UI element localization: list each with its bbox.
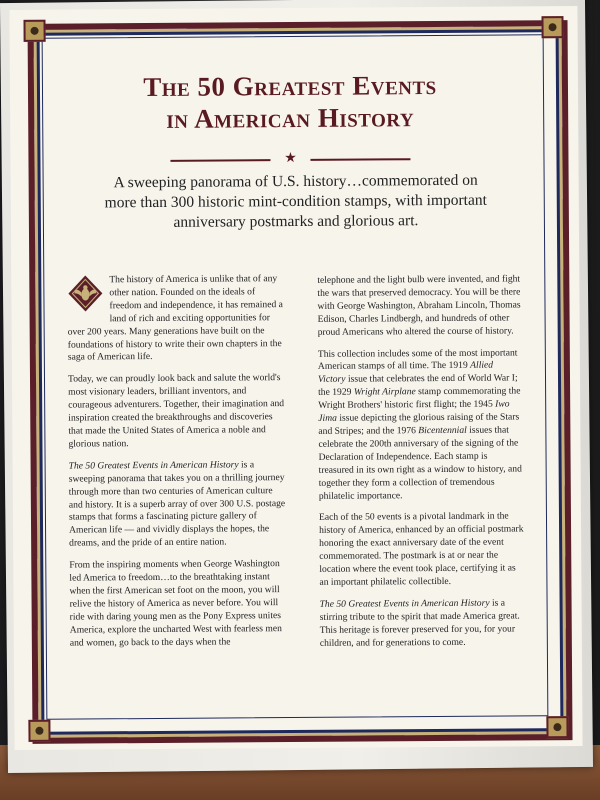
paragraph bbox=[318, 347, 524, 503]
corner-ornament-icon bbox=[541, 16, 563, 38]
paragraph: Today, we can proudly look back and salute the world's most visionary leaders, brilliant inventors, and courageous adventurers. Together, their imagination and inspiration created the breakthroughs and discoveries that made the United States of America a noble and glorious nation. bbox=[67, 372, 285, 450]
paragraph-text: is a stirring tribute to the spirit that made America great. This heritage is forever preserved for you, for your children, and for generations to come. bbox=[319, 597, 520, 649]
paragraph-text: is a sweeping panorama that takes you on a thrilling journey through more than two centuries of American culture and history. It is a superb array of over 300 U.S. postage stamps that forms a fascinating picture gallery of American life — and vividly displays the hopes, the dreams, and the pride of an entire nation. bbox=[68, 459, 286, 549]
title-line-1: The 50 Greatest Events bbox=[143, 70, 437, 103]
title-divider bbox=[170, 150, 410, 167]
paragraph-text: The history of America is unlike that of any other nation. Founded on the ideals of freedom and independence, it has remained a land of rich and exciting opportunities for over 200 years. Many generations have built on the foundations of history to write their own chapters in the saga of American life. bbox=[67, 273, 283, 364]
title-line-2: in American History bbox=[166, 102, 415, 134]
corner-ornament-icon bbox=[23, 20, 45, 42]
paragraph-text: stamp commemorating the Wright Brothers' historic first flight; the 1945 bbox=[318, 385, 521, 412]
paragraph bbox=[67, 273, 288, 365]
corner-ornament-icon bbox=[28, 720, 50, 742]
paragraph bbox=[320, 597, 525, 650]
star-icon: ★ bbox=[284, 150, 297, 167]
divider-rule-left bbox=[170, 159, 270, 161]
document-page bbox=[9, 6, 582, 750]
book-title-italic: The 50 Greatest Events in American History bbox=[319, 597, 490, 610]
stamp-name-italic: Bicentennial bbox=[418, 424, 467, 437]
paragraph: From the inspiring moments when George Washington led America to freedom…to the breathtaking instant when the first American set foot on the moon, you will relive the history of America as never before. You will ride with daring young men as the Pony Express unites America, explore the uncharted West with fearless men and women, go back to the days when the bbox=[69, 558, 282, 649]
paragraph: telephone and the light bulb were invented, and fight the wars that preserved democracy. You will be there with George Washington, Abraham Lincoln, Thomas Edison, Charles Lindbergh, and hundreds of other proud Americans who altered the course of history. bbox=[317, 273, 521, 338]
stamp-name-italic: Allied Victory bbox=[317, 360, 494, 386]
stamp-name-italic: Wright Airplane bbox=[353, 386, 416, 398]
right-column bbox=[317, 273, 525, 659]
stamp-name-italic: Iwo Jima bbox=[318, 398, 510, 424]
paragraph bbox=[69, 459, 290, 551]
left-column bbox=[67, 273, 290, 659]
paragraph-text: This collection includes some of the most important American stamps of all time. The 1919 bbox=[317, 346, 518, 373]
paragraph-text: issue that celebrates the end of World War I; the 1929 bbox=[318, 372, 518, 399]
book-title-italic: The 50 Greatest Events in American History bbox=[68, 459, 239, 472]
paragraph-text: issues that celebrate the 200th anniversary of the signing of the Declaration of Independence. Each stamp is treasured in its own right as a window to history, and together they form a collection of tremendous philatelic importance. bbox=[318, 424, 522, 502]
paragraph-text: issue depicting the glorious raising of the Stars and Stripes; and the 1976 bbox=[318, 411, 520, 437]
page-title bbox=[70, 68, 510, 135]
subtitle: A sweeping panorama of U.S. history…commemorated on more than 300 historic mint-condition stamps, with important anniversary postmarks and glorious art. bbox=[104, 171, 487, 231]
divider-rule-right bbox=[310, 158, 410, 160]
corner-ornament-icon bbox=[546, 716, 568, 738]
eagle-emblem-icon bbox=[67, 274, 103, 312]
paragraph: Each of the 50 events is a pivotal landmark in the history of America, enhanced by an official postmark honoring the exact anniversary date of the event commemorated. The postmark is at or near the location where the event took place, certifying it as an important philatelic collectible. bbox=[318, 510, 524, 588]
